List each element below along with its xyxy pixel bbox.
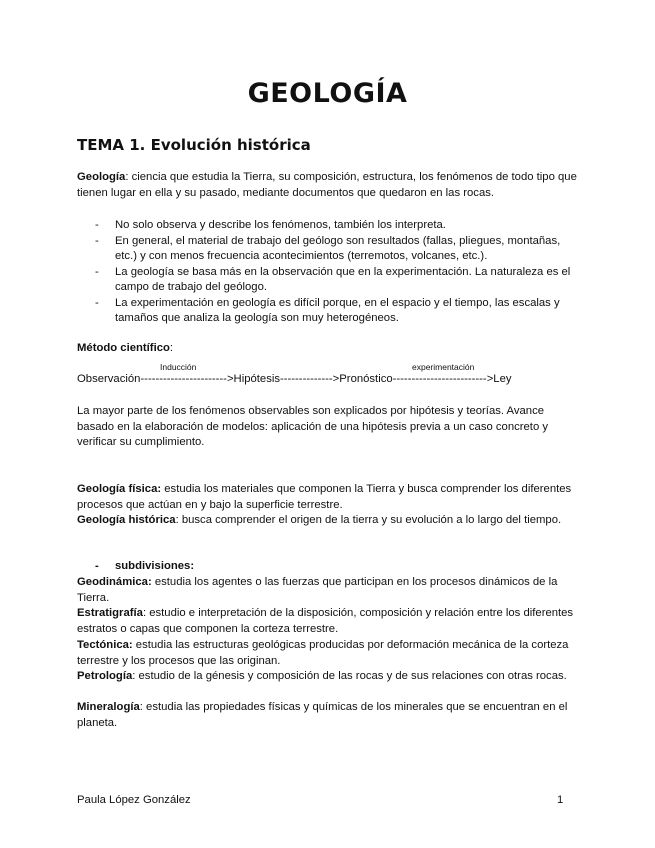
historica-term: Geología histórica [77,514,176,526]
induccion-label: Inducción [160,362,197,372]
list-item: - La experimentación en geología es difícil porque, en el espacio y el tiempo, las escalas y tamaños que analiza la geología son muy heterogéneos. [95,296,560,324]
method-flow-line: Observación----------------------->Hipótesis-------------->Pronóstico------------------------->Ley [77,373,512,385]
geologia-definition [77,170,582,201]
metodo-colon: : [169,342,174,354]
fisica-term: Geología física: [77,483,162,495]
subdivision-item: Mineralogía: estudia las propiedades físicas y químicas de los minerales que se encuentran en el planeta. [77,701,568,729]
definition-term: Geología [77,171,126,183]
hipotesis-paragraph: La mayor parte de los fenómenos observables son explicados por hipótesis y teorías. Avance basado en la elaboración de modelos: aplicación de una hipótesis previa a un caso concreto y verificar su cumplimiento. [77,405,549,448]
document-page: GEOLOGÍA TEMA 1. Evolución histórica Geología: ciencia que estudia la Tierra, su composición, estructura, los fenómenos de todo tipo que tienen lugar en ella y su pasado, mediante documentos que quedaron en las rocas. - No solo observa y describe los fenómenos, también los interpreta. - En general, el material de trabajo del geólogo son resultados (fallas, pliegues, montañas, etc.) y con menos frecuencia acontecimientos (terremotos, volcanes, etc.). - La geología se basa más en la observación que en la experimentación. La naturaleza es el campo de trabajo del geólogo. - La experimentación en geología es difícil porque, en el espacio y el tiempo, las escalas y tamaños que analiza la geología son muy heterogéneos. Método científico: Inducción experimentación Observación----------------------->Hipótesis-------------->Pronóstico------------------------->Ley La mayor parte de los fenómenos observables son explicados por hipótesis y teorías. Avance basado en la elaboración de modelos: aplicación de una hipótesis previa a un caso concreto y verificar su cumplimiento. Geología física: estudia los materiales que componen la Tierra y busca comprender los diferentes procesos que actúan en y bajo la superficie terrestre. Geología histórica: busca comprender el origen de la tierra y su evolución a lo largo del tiempo. - subdivisiones: Geodinámica: estudia los agentes o las fuerzas que participan en los procesos dinámicos de la Tierra. Estratigrafía: estudio e interpretación de la disposición, composición y relación entre los diferentes estratos o capas que componen la corteza terrestre. Tectónica: estudia las estructuras geológicas producidas por deformación mecánica de la corteza terrestre y los procesos que las originan. Petrología: estudio de la génesis y composición de las rocas y de sus relaciones con otras rocas. Mineralogía: estudia las propiedades físicas y químicas de los minerales que se encuentran en el planeta. Paula López González 1 [0,0,655,848]
geologia-historica [77,513,582,529]
definition-text: : ciencia que estudia la Tierra, su composición, estructura, los fenómenos de todo tipo que tienen lugar en ella y su pasado, mediante documentos que quedaron en las rocas. [77,171,577,199]
footer-author: Paula López González [77,794,191,806]
list-item: - No solo observa y describe los fenómenos, también los interpreta. [95,219,446,231]
list-item: - La geología se basa más en la observación que en la experimentación. La naturaleza es el campo de trabajo del geólogo. [95,265,571,293]
experimentacion-label: experimentación [412,362,475,372]
subdivision-item: Estratigrafía: estudio e interpretación de la disposición, composición y relación entre los diferentes estratos o capas que componen la corteza terrestre. [77,607,574,635]
metodo-label: Método científico [77,342,170,354]
characteristics-list [77,218,582,327]
geologia-fisica [77,482,582,513]
subdivision-item: Tectónica: estudia las estructuras geológicas producidas por deformación mecánica de la corteza terrestre y los procesos que las originan. [77,639,569,667]
section-heading: TEMA 1. Evolución histórica [77,136,311,154]
subdivision-item: Geodinámica: estudia los agentes o las fuerzas que participan en los procesos dinámicos de la Tierra. [77,576,558,604]
page-title: GEOLOGÍA [247,78,408,109]
page-number: 1 [557,794,564,806]
fisica-text: estudia los materiales que componen la Tierra y busca comprender los diferentes procesos que actúan en y bajo la superficie terrestre. [77,483,572,511]
metodo-heading [77,341,582,357]
subdivision-item: Petrología: estudio de la génesis y composición de las rocas y de sus relaciones con otras rocas. [77,670,567,682]
historica-text: : busca comprender el origen de la tierra y su evolución a lo largo del tiempo. [175,514,562,526]
list-item: - En general, el material de trabajo del geólogo son resultados (fallas, pliegues, montañas, etc.) y con menos frecuencia acontecimientos (terremotos, volcanes, etc.). [95,234,561,262]
